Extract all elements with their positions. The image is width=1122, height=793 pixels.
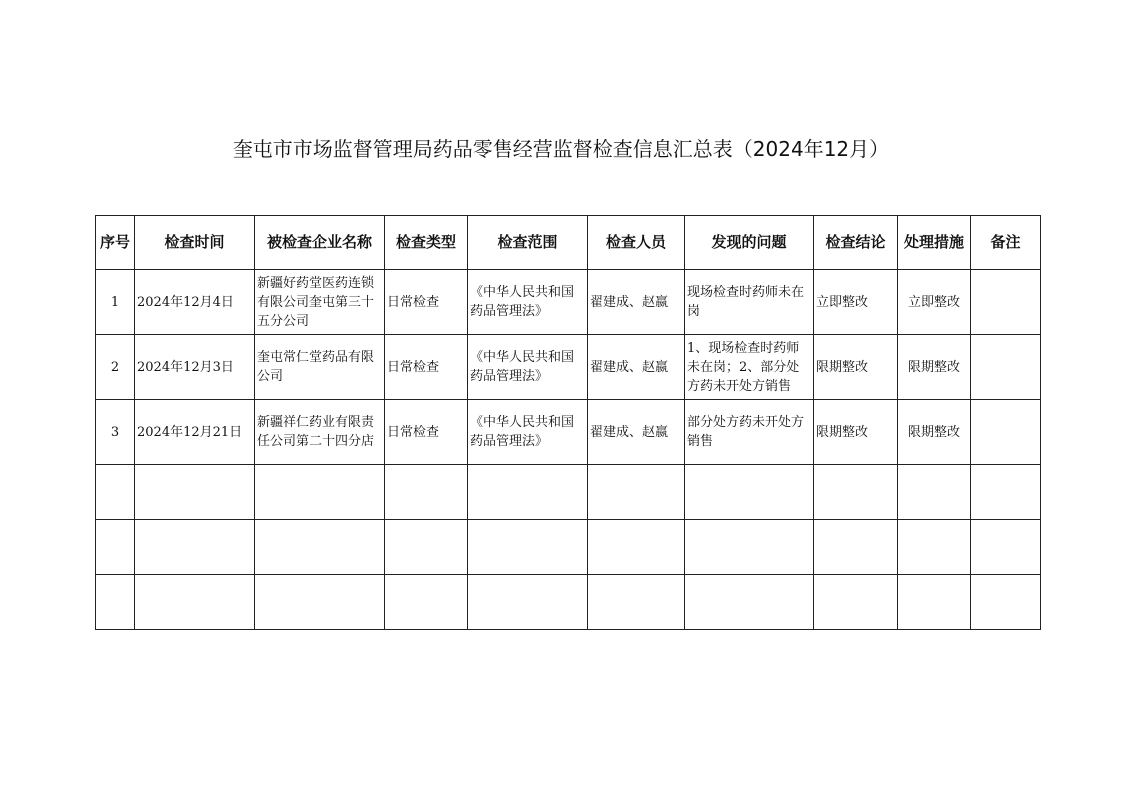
empty-cell: [468, 520, 588, 575]
header-remarks: 备注: [971, 216, 1041, 270]
empty-cell: [135, 575, 255, 630]
empty-cell: [588, 575, 685, 630]
empty-cell: [588, 520, 685, 575]
empty-cell: [814, 465, 898, 520]
empty-cell: [814, 520, 898, 575]
cell-remarks: [971, 335, 1041, 400]
empty-cell: [96, 575, 135, 630]
page-title: 奎屯市市场监督管理局药品零售经营监督检查信息汇总表（2024年12月）: [232, 137, 890, 161]
empty-cell: [814, 575, 898, 630]
header-company: 被检查企业名称: [255, 216, 385, 270]
cell-scope: 《中华人民共和国药品管理法》: [468, 335, 588, 400]
header-measures: 处理措施: [898, 216, 971, 270]
empty-cell: [898, 465, 971, 520]
table-row: [96, 335, 1041, 400]
header-date: 检查时间: [135, 216, 255, 270]
header-index: 序号: [96, 216, 135, 270]
empty-cell: [255, 575, 385, 630]
table-row: [96, 400, 1041, 465]
cell-date: 2024年12月3日: [135, 335, 255, 400]
cell-measures: 立即整改: [898, 270, 971, 335]
cell-company: 新疆祥仁药业有限责任公司第二十四分店: [255, 400, 385, 465]
cell-scope: 《中华人民共和国药品管理法》: [468, 400, 588, 465]
empty-cell: [685, 465, 814, 520]
header-type: 检查类型: [385, 216, 468, 270]
cell-inspectors: 翟建成、赵嬴: [588, 400, 685, 465]
empty-cell: [385, 520, 468, 575]
header-scope: 检查范围: [468, 216, 588, 270]
empty-cell: [971, 520, 1041, 575]
table-row: [96, 270, 1041, 335]
empty-cell: [468, 465, 588, 520]
empty-cell: [255, 520, 385, 575]
cell-inspectors: 翟建成、赵嬴: [588, 270, 685, 335]
header-conclusion: 检查结论: [814, 216, 898, 270]
empty-cell: [898, 575, 971, 630]
cell-conclusion: 立即整改: [814, 270, 898, 335]
cell-remarks: [971, 270, 1041, 335]
cell-company: 新疆好药堂医药连锁有限公司奎屯第三十五分公司: [255, 270, 385, 335]
inspection-table: [95, 215, 1041, 630]
cell-type: 日常检查: [385, 400, 468, 465]
empty-cell: [685, 575, 814, 630]
header-inspectors: 检查人员: [588, 216, 685, 270]
cell-issues: 现场检查时药师未在岗: [685, 270, 814, 335]
empty-cell: [135, 520, 255, 575]
cell-index: 2: [96, 335, 135, 400]
empty-table-row: [96, 575, 1041, 630]
empty-cell: [468, 575, 588, 630]
cell-index: 1: [96, 270, 135, 335]
empty-cell: [898, 520, 971, 575]
empty-cell: [685, 520, 814, 575]
empty-cell: [588, 465, 685, 520]
table-header-row: [96, 216, 1041, 270]
cell-scope: 《中华人民共和国药品管理法》: [468, 270, 588, 335]
header-issues: 发现的问题: [685, 216, 814, 270]
cell-remarks: [971, 400, 1041, 465]
empty-cell: [96, 465, 135, 520]
cell-type: 日常检查: [385, 270, 468, 335]
cell-issues: 部分处方药未开处方销售: [685, 400, 814, 465]
empty-cell: [385, 575, 468, 630]
empty-cell: [971, 575, 1041, 630]
cell-measures: 限期整改: [898, 335, 971, 400]
cell-type: 日常检查: [385, 335, 468, 400]
empty-cell: [385, 465, 468, 520]
cell-index: 3: [96, 400, 135, 465]
cell-issues: 1、现场检查时药师未在岗；2、部分处方药未开处方销售: [685, 335, 814, 400]
empty-cell: [135, 465, 255, 520]
cell-date: 2024年12月4日: [135, 270, 255, 335]
empty-cell: [971, 465, 1041, 520]
cell-measures: 限期整改: [898, 400, 971, 465]
empty-cell: [96, 520, 135, 575]
empty-cell: [255, 465, 385, 520]
cell-conclusion: 限期整改: [814, 400, 898, 465]
empty-table-row: [96, 465, 1041, 520]
empty-table-row: [96, 520, 1041, 575]
cell-company: 奎屯常仁堂药品有限公司: [255, 335, 385, 400]
cell-conclusion: 限期整改: [814, 335, 898, 400]
cell-date: 2024年12月21日: [135, 400, 255, 465]
cell-inspectors: 翟建成、赵嬴: [588, 335, 685, 400]
